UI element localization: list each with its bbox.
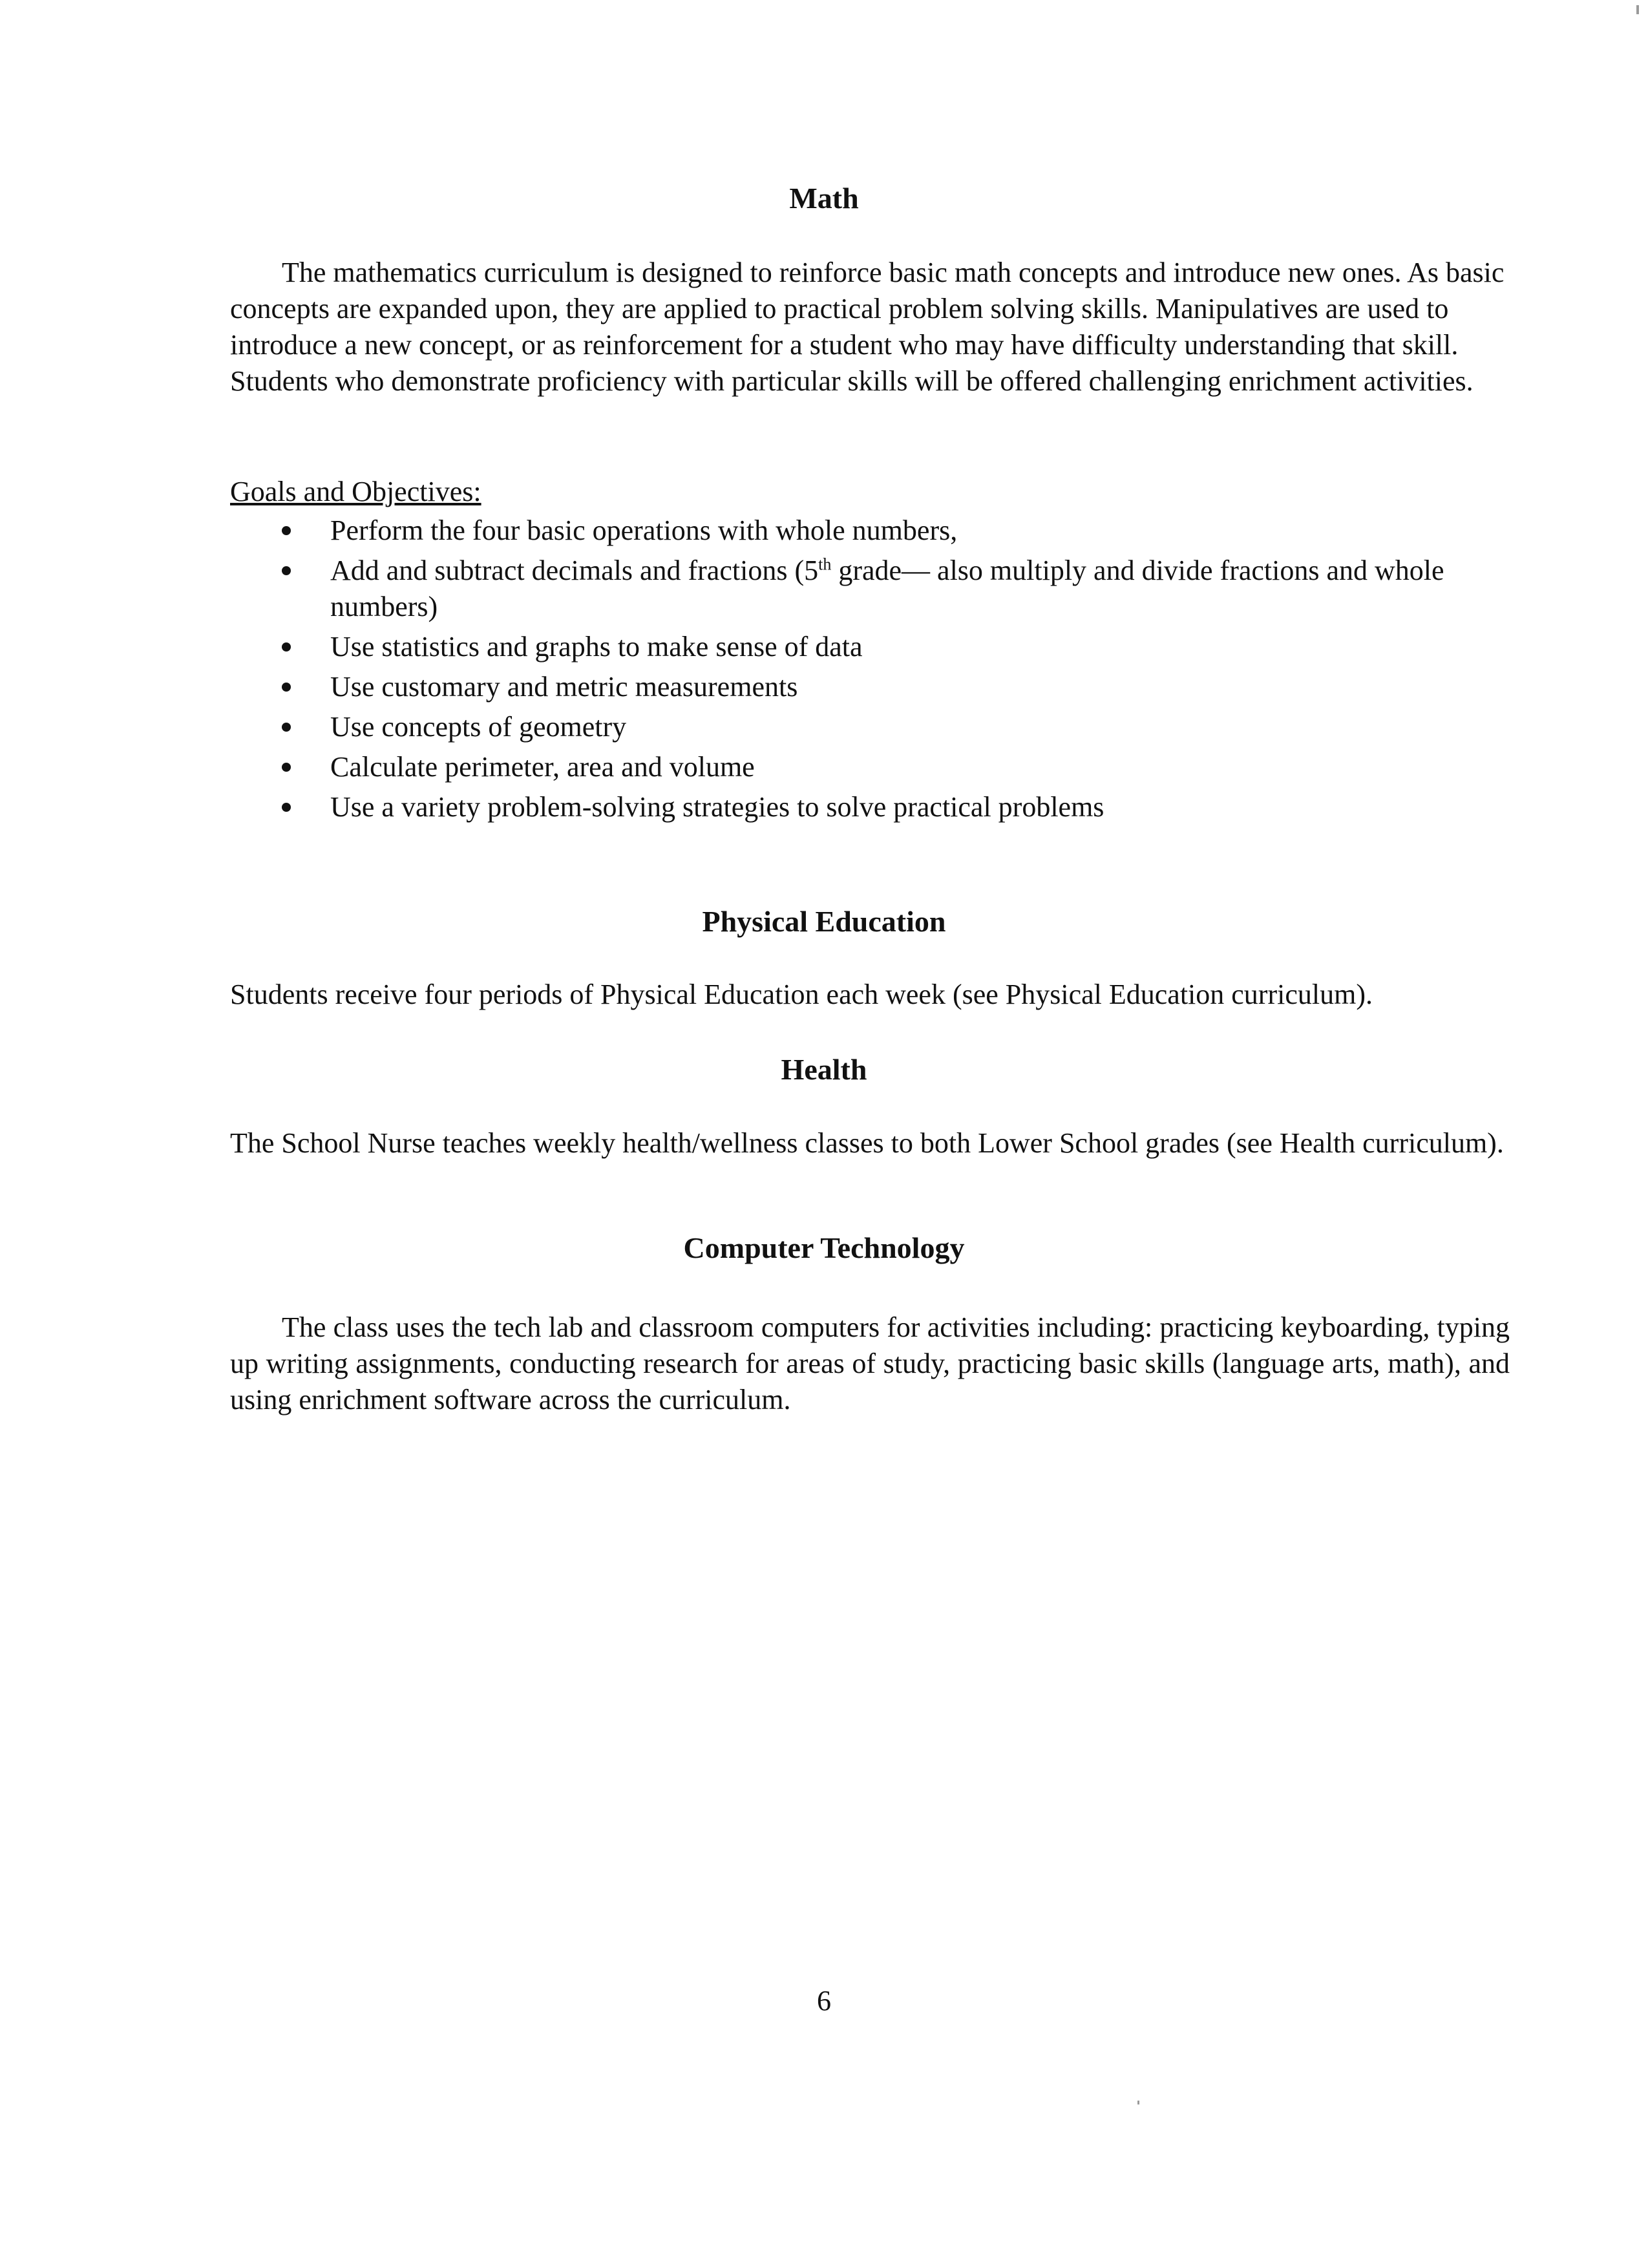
goal-item <box>230 553 1510 625</box>
math-paragraph: The mathematics curriculum is designed to reinforce basic math concepts and introduce new ones. As basic concepts are expanded upon, they are applied to practical problem solving skills. Manipulatives are used to introduce a new concept, or as reinforcement for a student who may have difficulty understanding that skill. Students who demonstrate proficiency with particular skills will be offered challenging enrichment activities. <box>230 257 1505 397</box>
bullet-icon <box>282 763 291 772</box>
goal-text: Add and subtract decimals and fractions (5th grade— also multiply and divide fractions and whole numbers) <box>330 555 1444 622</box>
goal-item <box>230 749 1510 785</box>
math-heading: Math <box>789 182 859 215</box>
bullet-icon <box>282 803 291 812</box>
bullet-icon <box>282 642 291 652</box>
bullet-icon <box>282 723 291 732</box>
scan-speck <box>1137 2101 1139 2104</box>
computer-technology-paragraph: The class uses the tech lab and classroom computers for activities including: practicing keyboarding, typing up writing assignments, conducting research for areas of study, practicing basic skills (language arts, math), and using enrichment software across the curriculum. <box>230 1311 1510 1415</box>
goals-list <box>230 513 1510 829</box>
goal-text: Use a variety problem-solving strategies to solve practical problems <box>330 791 1104 823</box>
goal-text: Use customary and metric measurements <box>330 671 798 703</box>
goal-item <box>230 629 1510 665</box>
bullet-icon <box>282 566 291 575</box>
goal-text: Calculate perimeter, area and volume <box>330 751 755 783</box>
goal-text: Use concepts of geometry <box>330 711 627 743</box>
goals-objectives-label: Goals and Objectives: <box>230 476 481 507</box>
bullet-icon <box>282 683 291 692</box>
ordinal-superscript: th <box>818 555 832 574</box>
goal-item <box>230 669 1510 705</box>
goal-item <box>230 513 1510 549</box>
goal-item <box>230 709 1510 745</box>
goal-item <box>230 789 1510 825</box>
bullet-icon <box>282 526 291 535</box>
physical-education-paragraph: Students receive four periods of Physical Education each week (see Physical Education curriculum). <box>230 979 1373 1010</box>
physical-education-heading: Physical Education <box>702 905 946 938</box>
computer-technology-heading: Computer Technology <box>683 1231 965 1264</box>
health-heading: Health <box>781 1053 867 1086</box>
goal-text: Use statistics and graphs to make sense of data <box>330 631 863 662</box>
goal-text: Perform the four basic operations with whole numbers, <box>330 514 958 546</box>
scan-speck <box>1636 5 1639 14</box>
page-number: 6 <box>817 1985 831 2017</box>
health-paragraph: The School Nurse teaches weekly health/wellness classes to both Lower School grades (see Health curriculum). <box>230 1127 1504 1159</box>
